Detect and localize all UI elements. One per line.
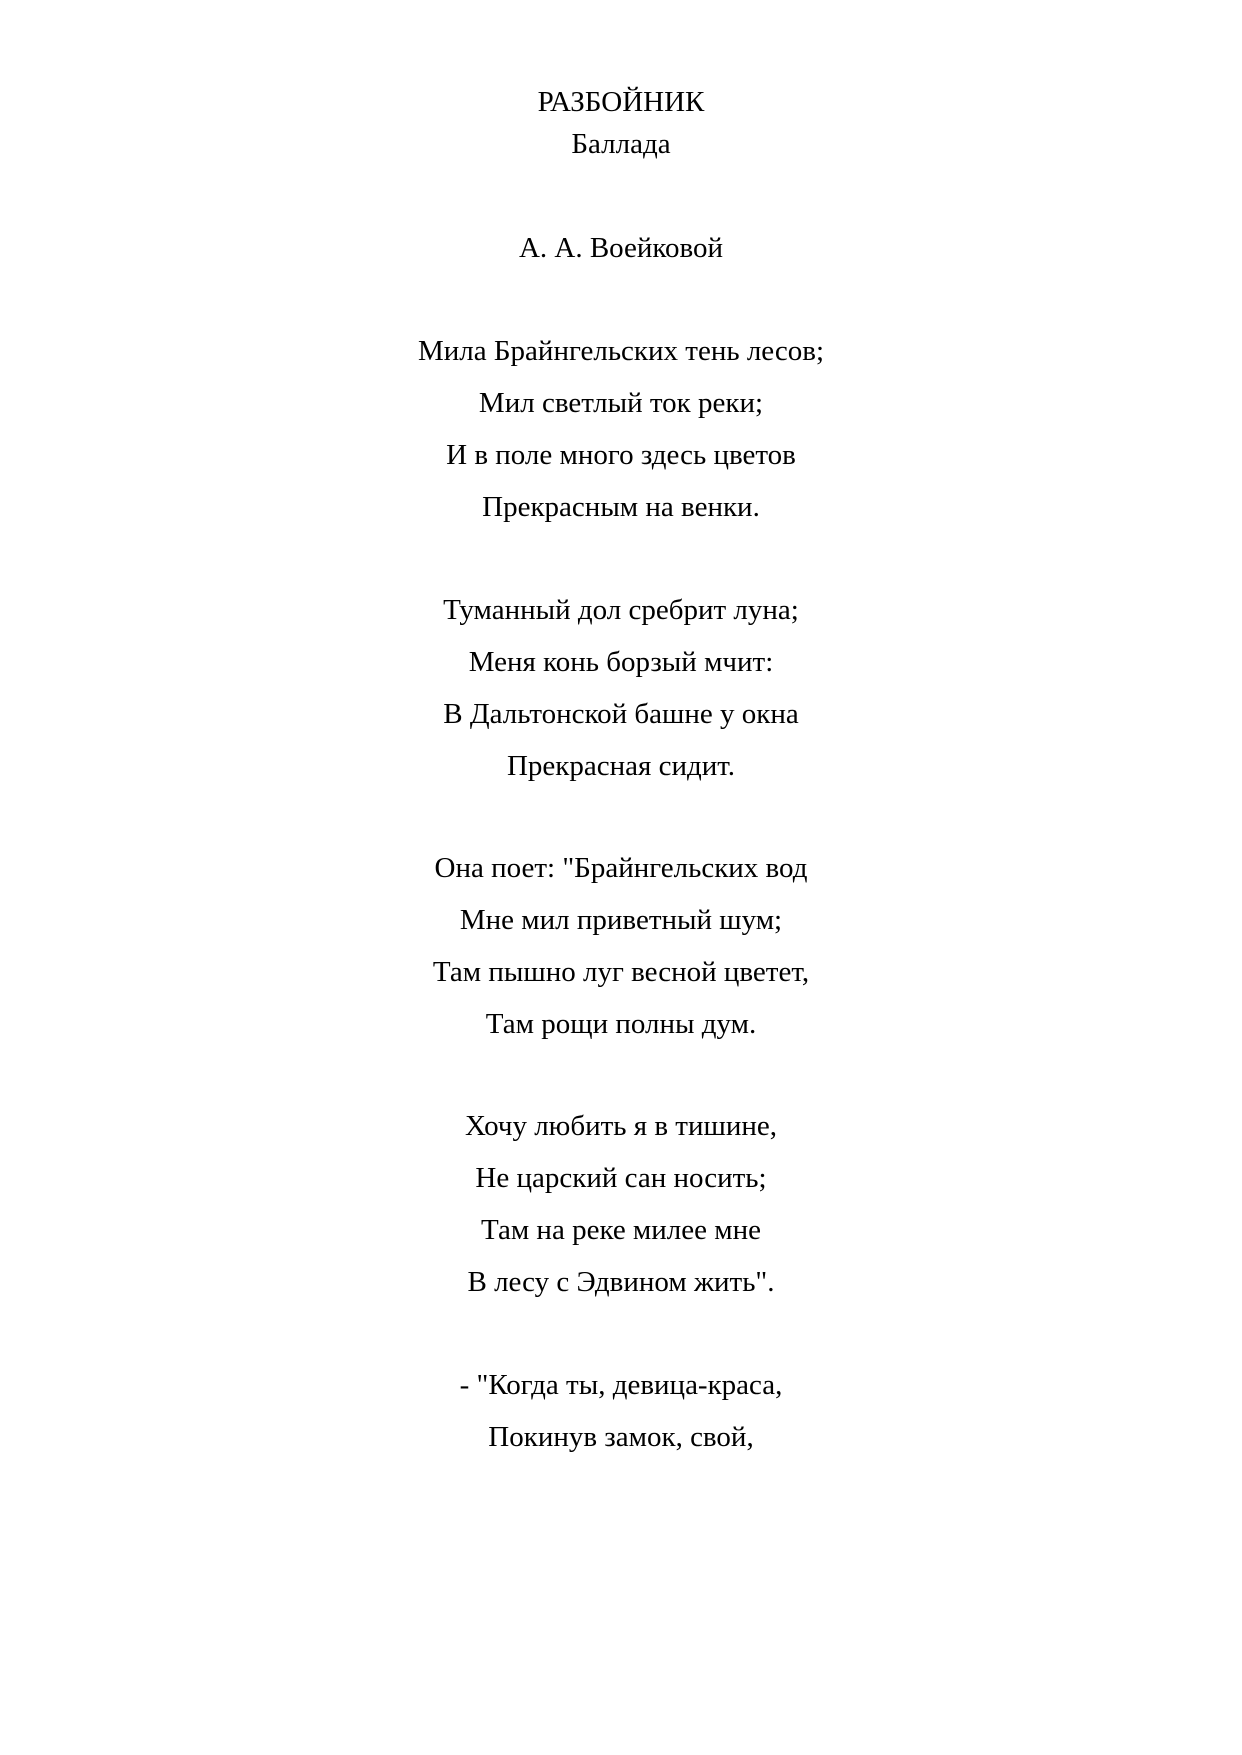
- verse-line: Мне мил приветный шум;: [459, 904, 783, 936]
- poem-subtitle: Баллада: [571, 128, 671, 160]
- verse-line: В Дальтонской башне у окна: [443, 698, 799, 730]
- verse-line: Там рощи полны дум.: [485, 1008, 757, 1040]
- poem-title: РАЗБОЙНИК: [537, 86, 705, 118]
- verse-line: Покинув замок, свой,: [488, 1421, 754, 1453]
- verse-line: Меня конь борзый мчит:: [468, 646, 774, 678]
- verse-line: И в поле много здесь цветов: [446, 439, 796, 471]
- poem-dedication: А. А. Воейковой: [518, 232, 724, 264]
- verse-line: Она поет: "Брайнгельских вод: [434, 852, 808, 884]
- verse-line: Там на реке милее мне: [480, 1214, 762, 1246]
- verse-line: Хочу любить я в тишине,: [465, 1110, 777, 1142]
- verse-line: Там пышно луг весной цветет,: [432, 956, 810, 988]
- verse-line: Туманный дол сребрит луна;: [443, 594, 799, 626]
- verse-line: Прекрасным на венки.: [482, 491, 760, 523]
- verse-line: Мил светлый ток реки;: [478, 387, 764, 419]
- verse-line: В лесу с Эдвином жить".: [467, 1266, 775, 1298]
- verse-line: Прекрасная сидит.: [506, 750, 736, 782]
- verse-line: Мила Брайнгельских тень лесов;: [418, 335, 824, 367]
- verse-line: - "Когда ты, девица-краса,: [459, 1369, 783, 1401]
- verse-line: Не царский сан носить;: [475, 1162, 767, 1194]
